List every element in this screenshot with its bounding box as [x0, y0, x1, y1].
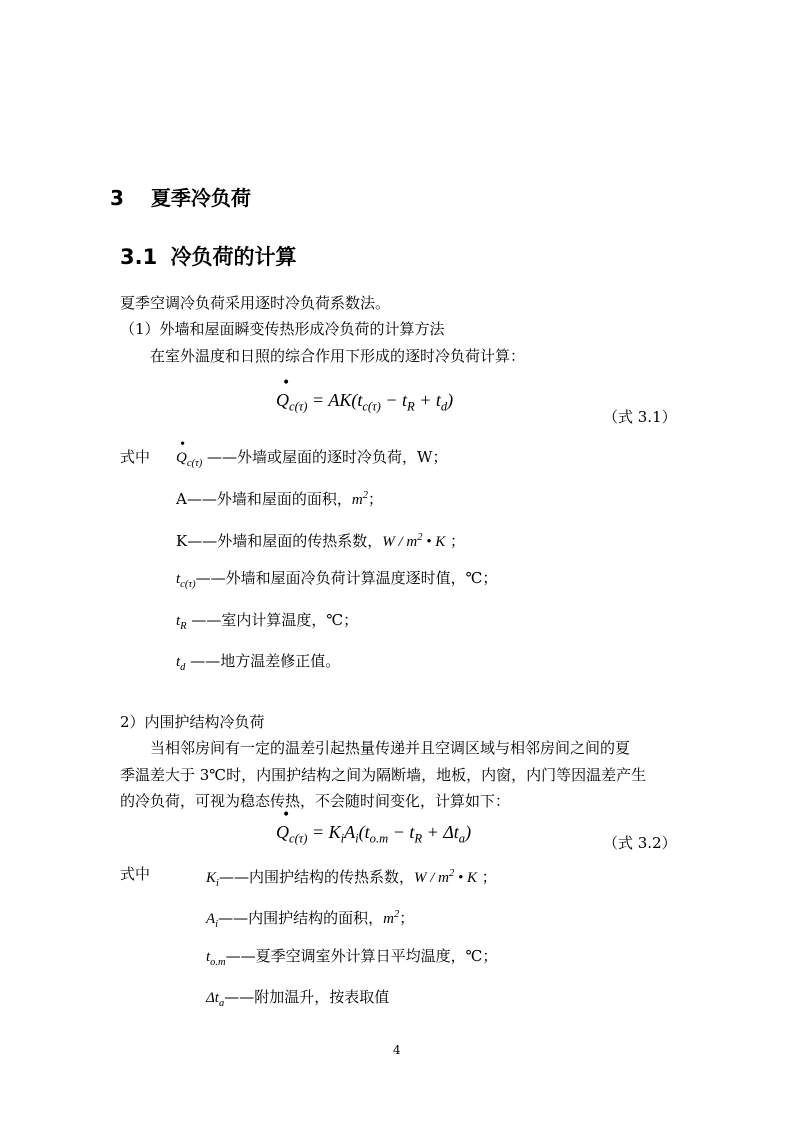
section-title: 夏季冷负荷	[150, 186, 251, 210]
unit-m2: $m^2$	[383, 909, 400, 927]
q-symbol: • $Q_{c(\tau)}$	[176, 437, 203, 469]
q-dot: •	[282, 375, 291, 391]
subsection-number: 3.1	[120, 245, 158, 269]
intro-text: 夏季空调冷负荷采用逐时冷负荷系数法。	[120, 294, 391, 312]
part1-heading: （1）外墙和屋面瞬变传热形成冷负荷的计算方法	[120, 320, 445, 338]
equation-3-1-formula: $Q_{c(\tau)} = AK(t_{c(\tau)} - t_R + t_d)$	[276, 390, 454, 414]
def-ki-text: ——内围护结构的传热系数，	[218, 868, 414, 886]
part2-para-line-3: 的冷负荷，可视为稳态传热，不会随时间变化，计算如下：	[120, 792, 511, 810]
def-ki	[206, 863, 497, 895]
part1-description: 在室外温度和日照的综合作用下形成的逐时冷负荷计算：	[150, 347, 526, 365]
def-td-text: ——地方温差修正值。	[190, 652, 341, 670]
part2-para-line-2: 季温差大于 3℃时，内围护结构之间为隔断墙，地板，内窗，内门等因温差产生	[120, 766, 647, 784]
tc-symbol: $t_{c(\tau)}$	[176, 571, 196, 590]
def-delta-ta	[206, 986, 389, 1015]
equation-3-2-number: （式 3.2）	[603, 834, 677, 852]
subsection-title: 冷负荷的计算	[170, 245, 297, 269]
def-ai-text: ——内围护结构的面积，	[218, 909, 384, 927]
tom-symbol: $t_{o.m}$	[206, 949, 226, 968]
equation-3-2	[276, 807, 472, 846]
part2-heading: 2）内围护结构冷负荷	[120, 713, 265, 731]
def-delta-ta-text: ——附加温升，按表取值	[224, 988, 390, 1006]
def-q-text: ——外墙或屋面的逐时冷负荷，W；	[207, 448, 448, 466]
def-tom-text: ——夏季空调室外计算日平均温度，℃；	[225, 947, 498, 965]
punct: ；	[367, 490, 383, 508]
equation-3-1-number: （式 3.1）	[603, 408, 677, 426]
punct: ；	[399, 909, 415, 927]
section-number: 3	[110, 186, 124, 210]
equation-3-1	[276, 375, 454, 414]
def-tc-text: ——外墙和屋面冷负荷计算温度逐时值，℃；	[195, 569, 498, 587]
where-label-1: 式中	[120, 448, 151, 466]
tr-symbol: $t_R$	[176, 613, 187, 632]
part2-para-line-1: 当相邻房间有一定的温差引起热量传递并且空调区域与相邻房间之间的夏	[150, 739, 631, 757]
q-dot: •	[282, 807, 291, 823]
equation-3-2-formula: $Q_{c(\tau)} = K_iA_i(t_{o.m} - t_R + \Delta t_a)$	[276, 822, 472, 846]
punct: ；	[445, 532, 466, 550]
ki-symbol: $K_i$	[206, 870, 219, 889]
def-ai	[206, 904, 414, 936]
def-td	[176, 650, 340, 679]
page-number: 4	[393, 1043, 401, 1057]
subsection-heading	[120, 241, 297, 271]
section-heading	[110, 182, 251, 211]
def-k-text: K——外墙和屋面的传热系数，	[176, 532, 383, 550]
def-tom	[206, 945, 497, 974]
ai-symbol: $A_i$	[206, 911, 219, 930]
def-tr-text: ——室内计算温度，℃；	[191, 611, 359, 629]
td-symbol: $t_d$	[176, 654, 186, 673]
q-dot: •	[180, 437, 185, 452]
unit-w-m2k: W / $m^2$ • K	[413, 868, 477, 886]
def-tr	[176, 609, 358, 638]
punct: ；	[476, 868, 497, 886]
where-label-2: 式中	[120, 865, 151, 883]
def-a	[176, 485, 383, 511]
def-tc	[176, 567, 497, 596]
unit-w-m2k: W / $m^2$ • K	[382, 532, 446, 550]
def-k	[176, 527, 465, 553]
def-q	[176, 437, 448, 475]
delta-ta-symbol: $\Delta t_a$	[206, 990, 225, 1009]
def-a-text: A——外墙和屋面的面积，	[176, 490, 352, 508]
unit-m2: $m^2$	[351, 490, 368, 508]
